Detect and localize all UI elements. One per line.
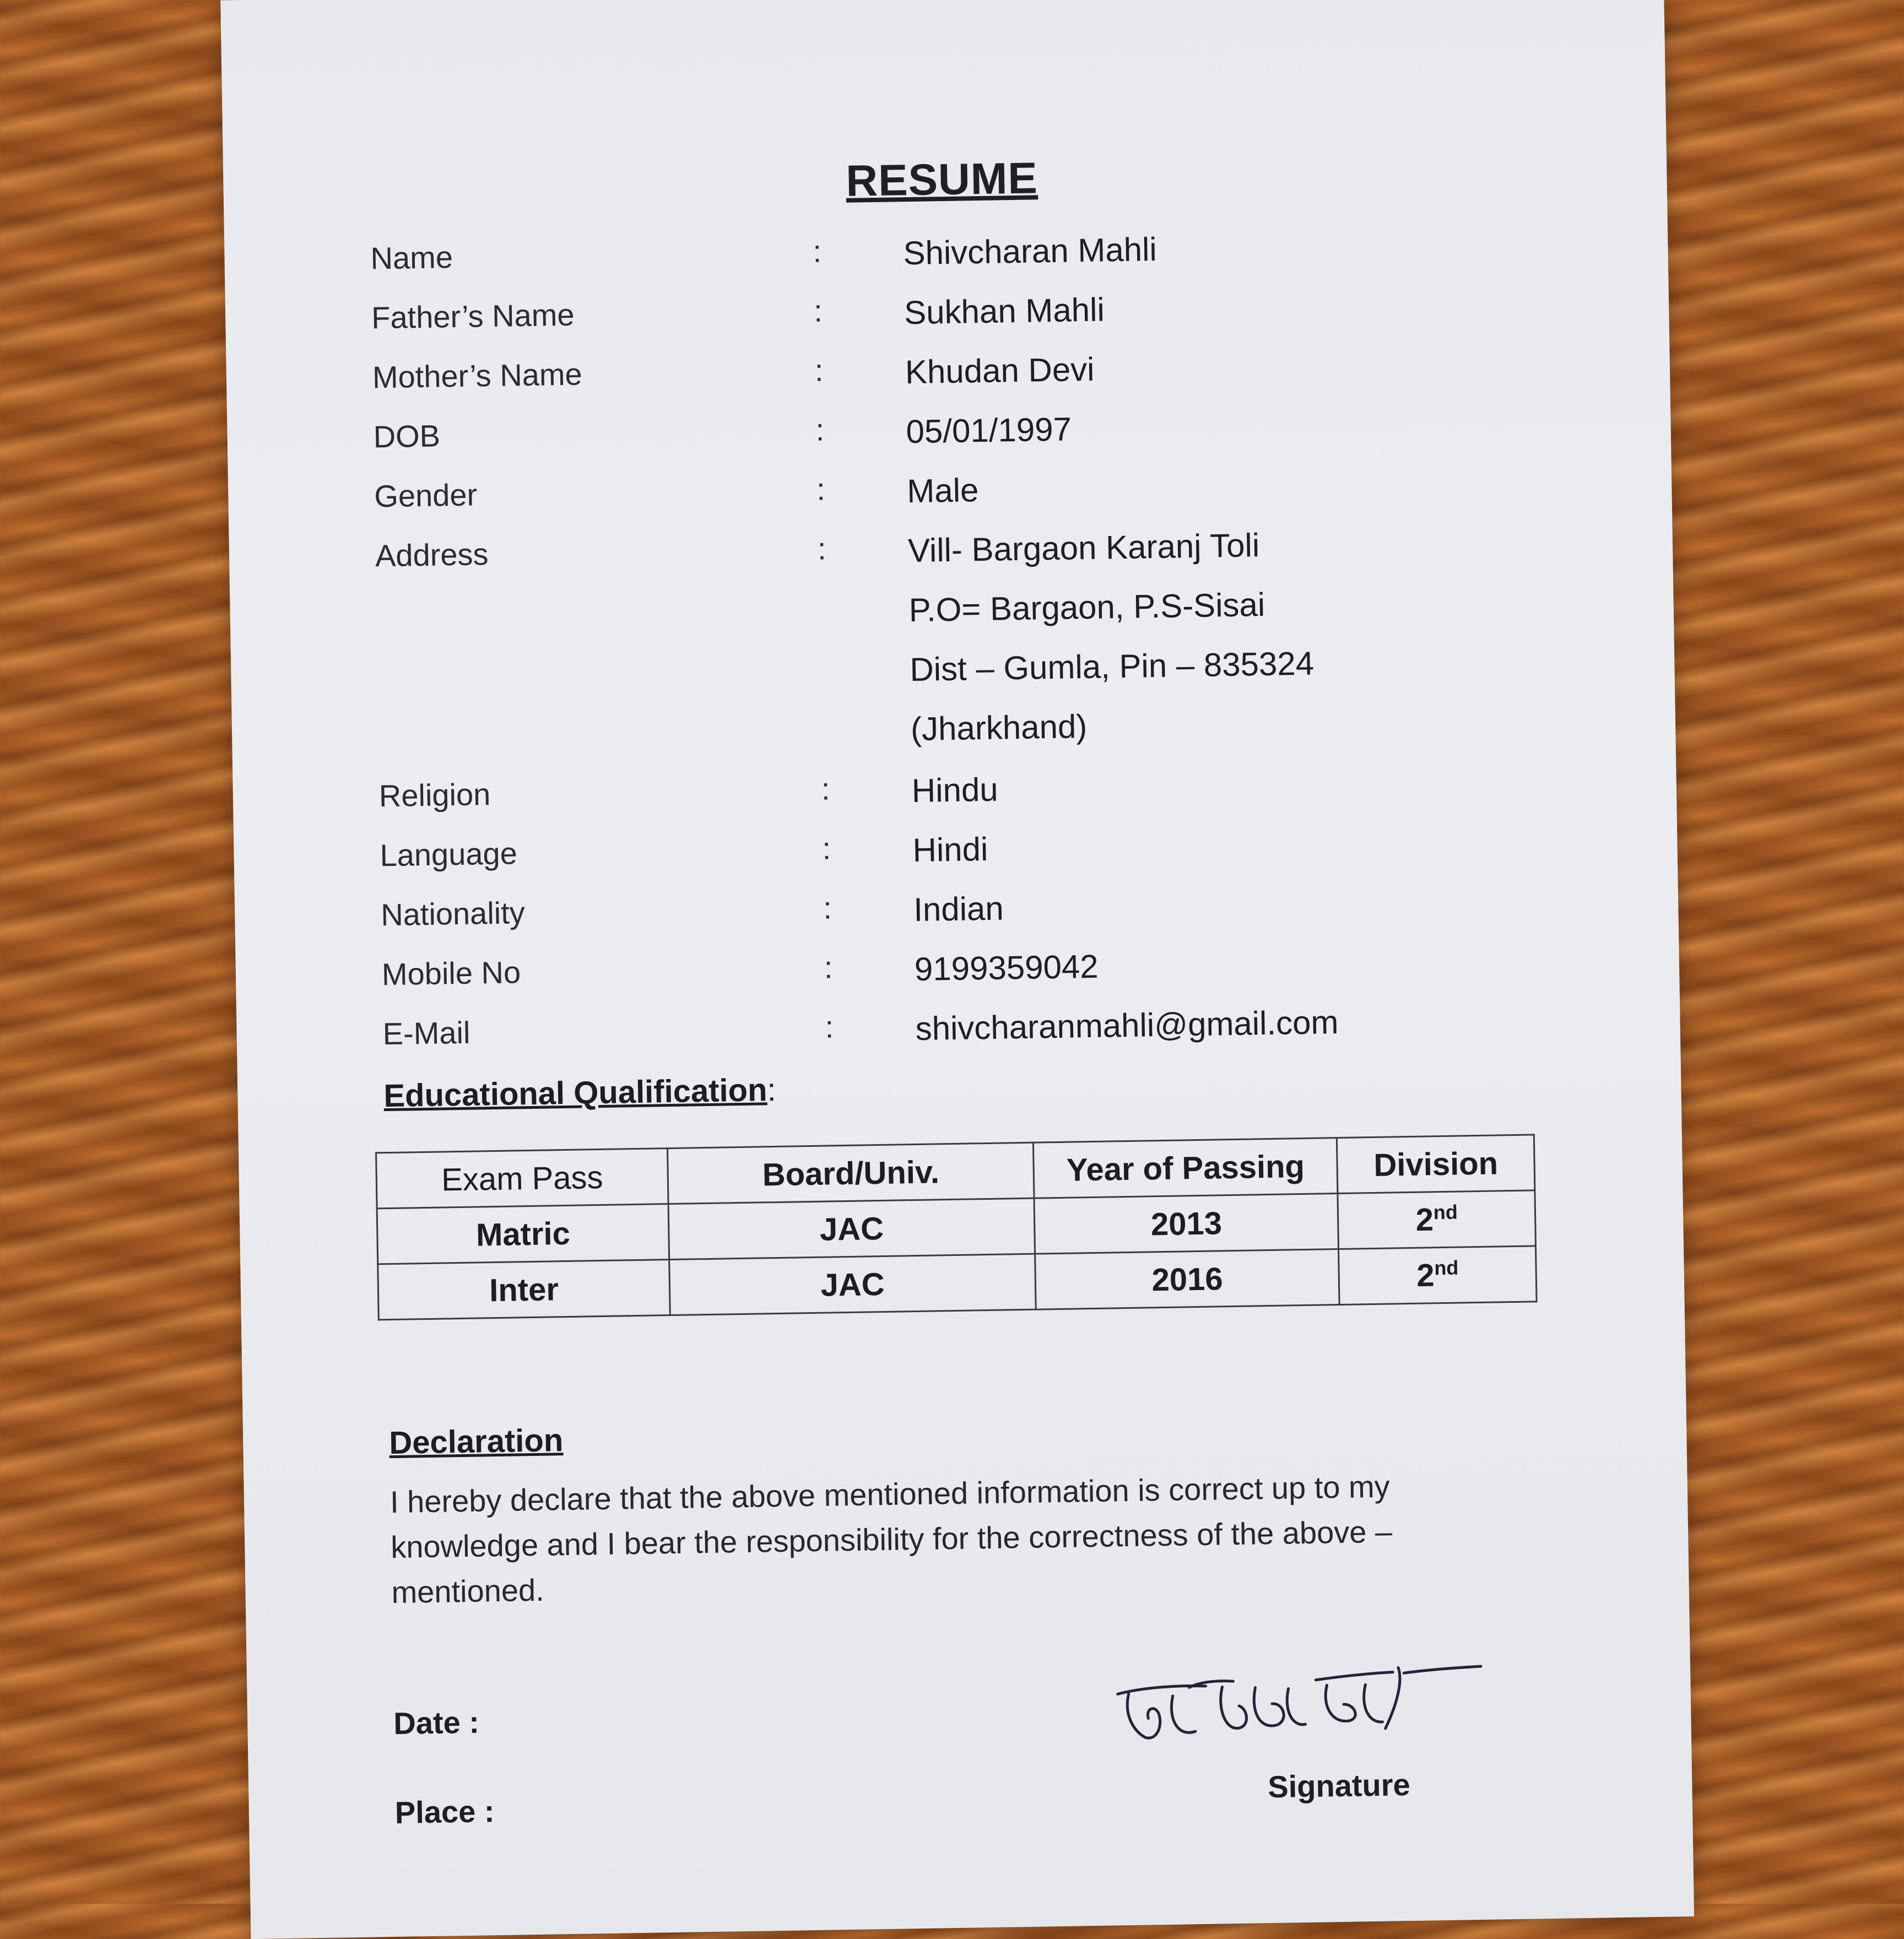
resume-paper bbox=[220, 0, 1694, 1939]
header-year: Year of Passing bbox=[1034, 1138, 1338, 1199]
handwritten-signature bbox=[1106, 1650, 1494, 1766]
cell-board: JAC bbox=[669, 1254, 1036, 1315]
colon: : bbox=[823, 890, 832, 925]
colon: : bbox=[815, 412, 825, 447]
value-address-line-3: Dist – Gumla, Pin – 835324 bbox=[909, 644, 1315, 689]
page-title: RESUME bbox=[845, 153, 1038, 205]
education-heading-row bbox=[383, 1071, 776, 1114]
declaration-text: I hereby declare that the above mentioned information is correct up to my knowledge and I bear the responsibility for the correctness of the above – mentioned. bbox=[390, 1469, 1393, 1610]
date-label: Date : bbox=[393, 1704, 480, 1741]
colon: : bbox=[825, 1009, 834, 1044]
label-gender: Gender bbox=[374, 477, 478, 514]
value-religion: Hindu bbox=[911, 771, 999, 810]
value-mobile: 9199359042 bbox=[914, 947, 1099, 988]
value-address-line-4: (Jharkhand) bbox=[910, 708, 1088, 748]
division-number: 2 bbox=[1416, 1257, 1435, 1294]
label-address: Address bbox=[375, 537, 489, 573]
colon: : bbox=[824, 950, 833, 985]
value-name: Shivcharan Mahli bbox=[902, 230, 1157, 272]
colon: : bbox=[812, 234, 822, 269]
cell-exam: Matric bbox=[377, 1204, 669, 1264]
label-dob: DOB bbox=[373, 418, 441, 454]
division-suffix: nd bbox=[1434, 1256, 1459, 1280]
value-email: shivcharanmahli@gmail.com bbox=[915, 1003, 1339, 1047]
value-dob: 05/01/1997 bbox=[906, 410, 1072, 451]
education-heading-colon: : bbox=[766, 1071, 777, 1108]
cell-exam: Inter bbox=[378, 1260, 670, 1320]
label-fathers-name: Father’s Name bbox=[371, 297, 575, 335]
label-name: Name bbox=[370, 240, 453, 276]
value-fathers-name: Sukhan Mahli bbox=[904, 291, 1105, 332]
value-mothers-name: Khudan Devi bbox=[905, 350, 1095, 391]
label-email: E-Mail bbox=[382, 1015, 470, 1052]
colon: : bbox=[821, 831, 831, 866]
colon: : bbox=[817, 531, 826, 566]
education-table bbox=[375, 1134, 1538, 1320]
colon: : bbox=[813, 293, 823, 328]
value-address-line-2: P.O= Bargaon, P.S-Sisai bbox=[908, 586, 1265, 629]
colon: : bbox=[821, 771, 830, 806]
label-religion: Religion bbox=[378, 777, 491, 814]
label-mothers-name: Mother’s Name bbox=[372, 356, 583, 395]
header-board: Board/Univ. bbox=[668, 1142, 1035, 1204]
value-address-line-1: Vill- Bargaon Karanj Toli bbox=[907, 527, 1260, 570]
division-number: 2 bbox=[1415, 1201, 1434, 1238]
label-nationality: Nationality bbox=[380, 895, 526, 933]
education-heading: Educational Qualification bbox=[383, 1072, 767, 1114]
cell-board: JAC bbox=[668, 1198, 1035, 1259]
value-gender: Male bbox=[906, 472, 979, 510]
place-label: Place : bbox=[394, 1794, 495, 1830]
header-exam-pass: Exam Pass bbox=[376, 1149, 669, 1209]
colon: : bbox=[814, 353, 824, 388]
cell-division bbox=[1339, 1246, 1537, 1305]
cell-division bbox=[1338, 1190, 1535, 1249]
declaration-heading: Declaration bbox=[388, 1422, 564, 1461]
cell-year: 2013 bbox=[1034, 1193, 1339, 1254]
cell-year: 2016 bbox=[1035, 1249, 1340, 1309]
value-language: Hindi bbox=[912, 830, 988, 869]
header-division: Division bbox=[1337, 1135, 1535, 1194]
division-suffix: nd bbox=[1433, 1200, 1458, 1224]
colon: : bbox=[816, 472, 826, 507]
label-language: Language bbox=[380, 836, 518, 873]
value-nationality: Indian bbox=[913, 890, 1004, 929]
label-mobile: Mobile No bbox=[381, 955, 521, 992]
signature-label: Signature bbox=[1267, 1767, 1411, 1805]
